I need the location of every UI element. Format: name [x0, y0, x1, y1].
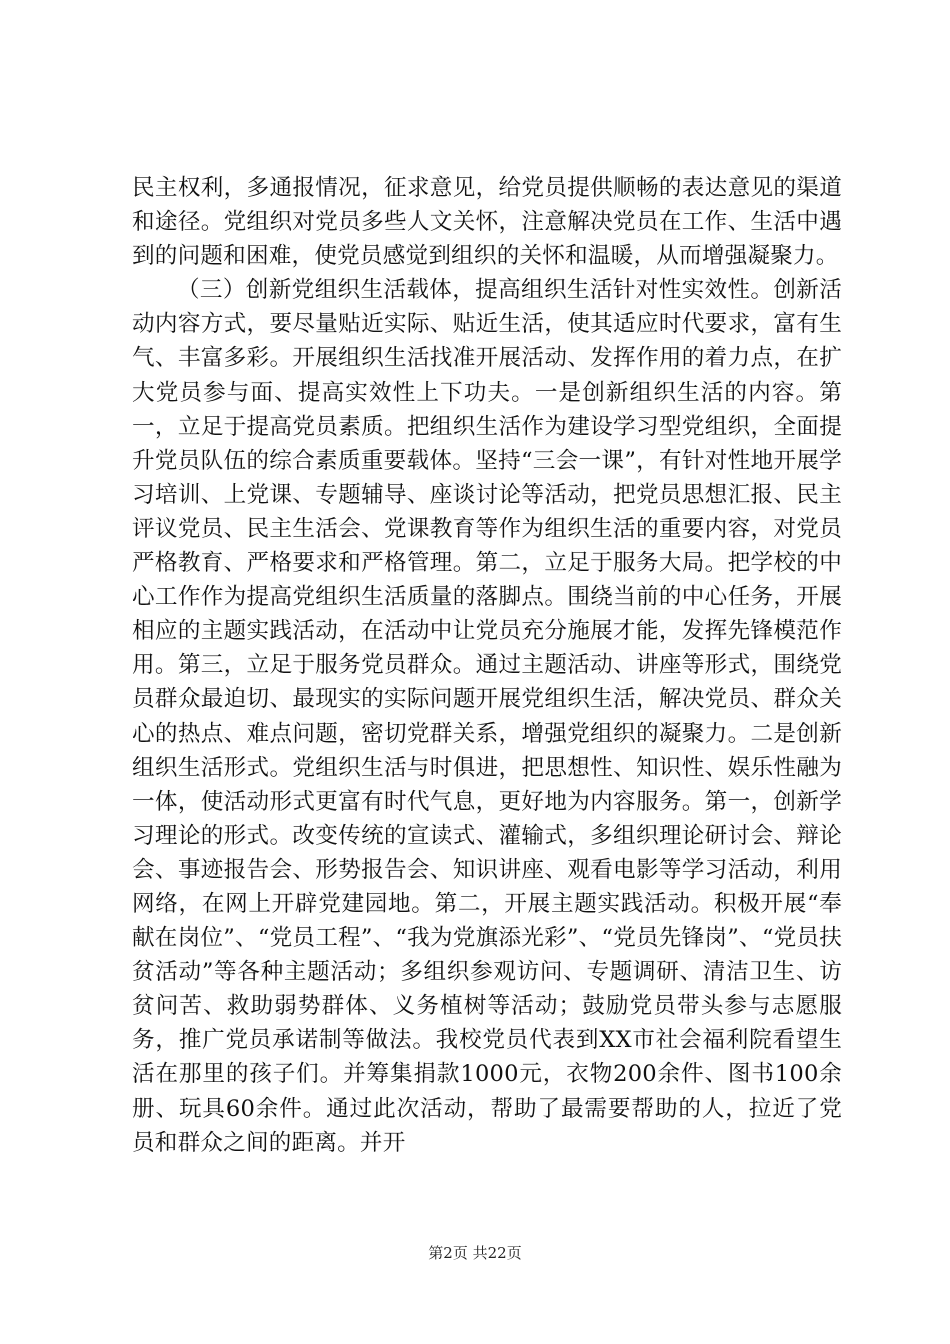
page-number-footer: 第2页 共22页 — [428, 1244, 522, 1262]
paragraph-section-three: （三）创新党组织生活载体，提高组织生活针对性实效性。创新活动内容方式，要尽量贴近实际、贴近生活，使其适应时代要求，富有生气、丰富多彩。开展组织生活找准开展活动、发挥作用的着力点，在扩大党员参与面、提高实效性上下功夫。一是创新组织生活的内容。第一，立足于提高党员素质。把组织生活作为建设学习型党组织，全面提升党员队伍的综合素质重要载体。坚持“三会一课”，有针对性地开展学习培训、上党课、专题辅导、座谈讨论等活动，把党员思想汇报、民主评议党员、民主生活会、党课教育等作为组织生活的重要内容，对党员严格教育、严格要求和严格管理。第二，立足于服务大局。把学校的中心工作作为提高党组织生活质量的落脚点。围绕当前的中心任务，开展相应的主题实践活动，在活动中让党员充分施展才能，发挥先锋模范作用。第三，立足于服务党员群众。通过主题活动、讲座等形式，围绕党员群众最迫切、最现实的实际问题开展党组织生活，解决党员、群众关心的热点、难点问题，密切党群关系，增强党组织的凝聚力。二是创新组织生活形式。党组织生活与时俱进，把思想性、知识性、娱乐性融为一体，使活动形式更富有时代气息，更好地为内容服务。第一，创新学习理论的形式。改变传统的宣读式、灌输式，多组织理论研讨会、辩论会、事迹报告会、形势报告会、知识讲座、观看电影等学习活动，利用网络，在网上开辟党建园地。第二，开展主题实践活动。积极开展“奉献在岗位”、“党员工程”、“我为党旗添光彩”、“党员先锋岗”、“党员扶贫活动”等各种主题活动；多组织参观访问、专题调研、清洁卫生、访贫问苦、救助弱势群体、义务植树等活动；鼓励党员带头参与志愿服务，推广党员承诺制等做法。我校党员代表到XX市社会福利院看望生活在那里的孩子们。并筹集捐款1000元，衣物200余件、图书100余册、玩具60余件。通过此次活动，帮助了最需要帮助的人，拉近了党员和群众之间的距离。并开 — [132, 277, 843, 1156]
document-body — [132, 171, 842, 1160]
paragraph-continuation: 民主权利，多通报情况，征求意见，给党员提供顺畅的表达意见的渠道和途径。党组织对党员多些人文关怀，注意解决党员在工作、生活中遇到的问题和困难，使党员感觉到组织的关怀和温暖，从而增强凝聚力。 — [132, 175, 842, 270]
